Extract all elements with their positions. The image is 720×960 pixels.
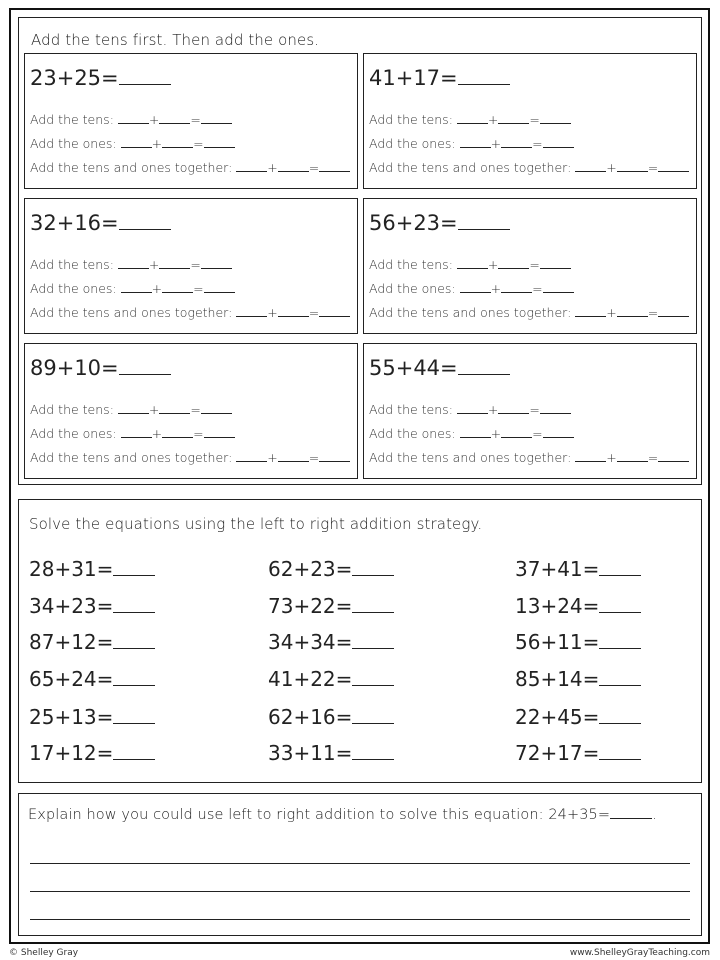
problem-equation: 23+25= [30, 66, 171, 90]
explain-prompt: Explain how you could use left to right addition to solve this equation: 24+35= . [28, 807, 657, 823]
solve-equation: 28+31= [29, 557, 155, 581]
tens-line: Add the tens: + = [30, 112, 232, 127]
together-line: Add the tens and ones together: + = [30, 305, 350, 320]
problem-box-3 [24, 198, 358, 334]
problem-box-4 [363, 198, 697, 334]
together-line: Add the tens and ones together: + = [30, 160, 350, 175]
solve-equation: 22+45= [515, 705, 641, 729]
ones-line: Add the ones: + = [369, 426, 574, 441]
footer-website[interactable]: www.ShelleyGrayTeaching.com [569, 948, 710, 958]
ones-line: Add the ones: + = [30, 426, 235, 441]
solve-equation: 25+13= [29, 705, 155, 729]
solve-equation: 34+34= [268, 630, 394, 654]
solve-equation: 33+11= [268, 741, 394, 765]
writing-line[interactable] [30, 863, 690, 864]
solve-equation: 37+41= [515, 557, 641, 581]
ones-line: Add the ones: + = [30, 136, 235, 151]
solve-equation: 62+23= [268, 557, 394, 581]
problem-equation: 56+23= [369, 211, 510, 235]
tens-line: Add the tens: + = [30, 402, 232, 417]
answer-blank[interactable] [458, 228, 510, 230]
problem-equation: 89+10= [30, 356, 171, 380]
answer-blank[interactable] [610, 817, 652, 819]
footer-copyright: © Shelley Gray [9, 948, 79, 958]
problem-box-1 [24, 53, 358, 189]
answer-blank[interactable] [458, 83, 510, 85]
solve-equation: 34+23= [29, 594, 155, 618]
writing-line[interactable] [30, 919, 690, 920]
section2-instruction: Solve the equations using the left to right addition strategy. [29, 515, 483, 533]
problem-box-6 [363, 343, 697, 479]
solve-equation: 41+22= [268, 667, 394, 691]
answer-blank[interactable] [119, 228, 171, 230]
solve-equation: 87+12= [29, 630, 155, 654]
solve-equation: 72+17= [515, 741, 641, 765]
ones-line: Add the ones: + = [30, 281, 235, 296]
answer-blank[interactable] [119, 373, 171, 375]
solve-equation: 73+22= [268, 594, 394, 618]
answer-blank[interactable] [119, 83, 171, 85]
tens-line: Add the tens: + = [369, 402, 571, 417]
section1-instruction: Add the tens first. Then add the ones. [31, 31, 320, 49]
solve-equation: 13+24= [515, 594, 641, 618]
solve-equation: 62+16= [268, 705, 394, 729]
tens-line: Add the tens: + = [369, 257, 571, 272]
solve-equation: 85+14= [515, 667, 641, 691]
tens-line: Add the tens: + = [369, 112, 571, 127]
problem-box-5 [24, 343, 358, 479]
ones-line: Add the ones: + = [369, 281, 574, 296]
problem-equation: 41+17= [369, 66, 510, 90]
solve-equation: 17+12= [29, 741, 155, 765]
tens-line: Add the tens: + = [30, 257, 232, 272]
problem-equation: 55+44= [369, 356, 510, 380]
together-line: Add the tens and ones together: + = [369, 450, 689, 465]
ones-line: Add the ones: + = [369, 136, 574, 151]
problem-equation: 32+16= [30, 211, 171, 235]
together-line: Add the tens and ones together: + = [30, 450, 350, 465]
writing-line[interactable] [30, 891, 690, 892]
together-line: Add the tens and ones together: + = [369, 305, 689, 320]
problem-box-2 [363, 53, 697, 189]
together-line: Add the tens and ones together: + = [369, 160, 689, 175]
solve-equation: 65+24= [29, 667, 155, 691]
solve-equation: 56+11= [515, 630, 641, 654]
answer-blank[interactable] [458, 373, 510, 375]
